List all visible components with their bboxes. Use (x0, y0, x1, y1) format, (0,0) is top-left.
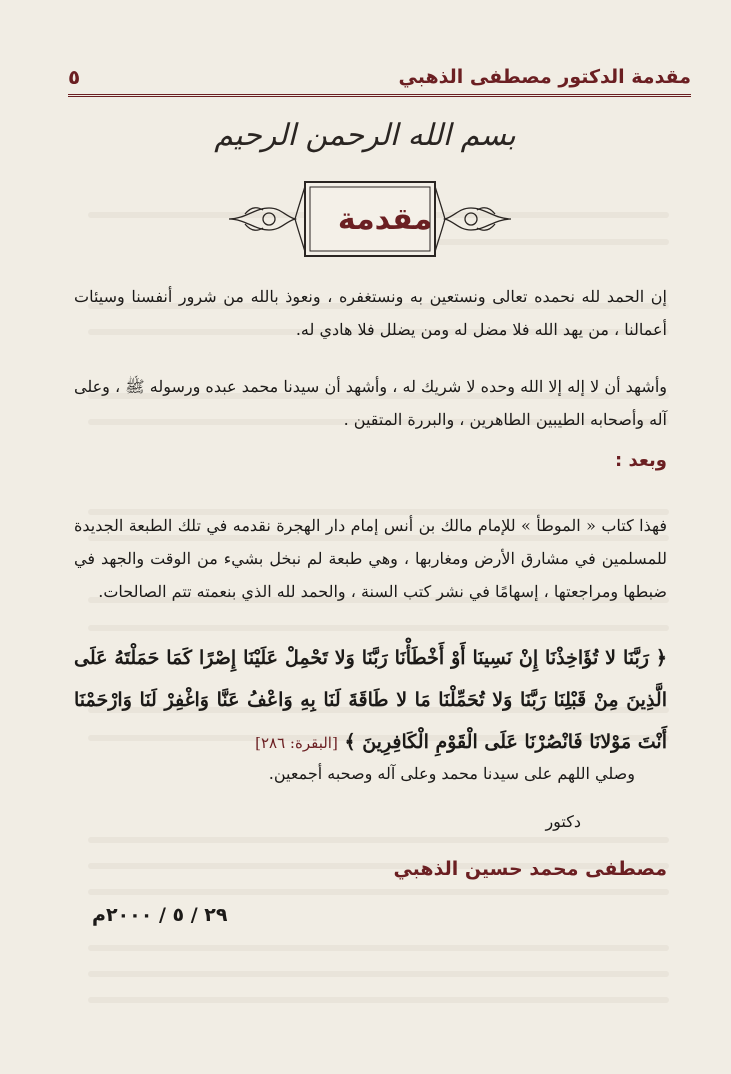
author-name: مصطفى محمد حسين الذهبي (393, 858, 667, 880)
page-title: مقدمة (337, 201, 433, 237)
page-number: ٥ (68, 65, 81, 89)
quran-verse-block (74, 637, 667, 764)
quran-reference: [البقرة: ٢٨٦] (255, 734, 338, 752)
closing-prayer: وصلي اللهم على سيدنا محمد وعلى آله وصحبه أجمعين. (268, 764, 635, 783)
section-heading: وبعد : (615, 450, 667, 471)
basmala-calligraphy: بسم الله الرحمن الرحيم (214, 118, 516, 153)
signature-title: دكتور (545, 812, 581, 831)
intro-paragraph: إن الحمد لله نحمده تعالى ونستعين به ونستغفره ، ونعوذ بالله من شرور أنفسنا وسيئات أعمالنا ، من يهد الله فلا مضل له ومن يضلل فلا هادي له. (74, 287, 667, 339)
signature-date: ٢٩ / ٥ / ٢٠٠٠م (92, 904, 228, 926)
body-paragraph: فهذا كتاب « الموطأ » للإمام مالك بن أنس إمام دار الهجرة نقدمه في تلك الطبعة الجديدة للمسلمين في مشارق الأرض ومغاربها ، وهي طبعة لم نبخل بشيء من الوقت والجهد في ضبطها ومراجعتها ، إسهامًا في نشر كتب السنة ، والحمد لله الذي بنعمته تتم الصالحات. (74, 516, 667, 601)
quran-verse: ﴿ رَبَّنَا لا تُؤَاخِذْنَا إِنْ نَسِينَا أَوْ أَخْطَأْنَا رَبَّنَا وَلا تَحْمِلْ عَلَيْنَا إِصْرًا كَمَا حَمَلْتَهُ عَلَى الَّذِينَ مِنْ قَبْلِنَا رَبَّنَا وَلا تُحَمِّلْنَا مَا لا طَاقَةَ لَنَا بِهِ وَاعْفُ عَنَّا وَاغْفِرْ لَنَا وَارْحَمْنَا أَنْتَ مَوْلانَا فَانْصُرْنَا عَلَى الْقَوْمِ الْكَافِرِينَ ﴾ (74, 647, 667, 753)
running-title: مقدمة الدكتور مصطفى الذهبي (398, 66, 691, 88)
running-header (68, 60, 691, 97)
shahada-paragraph: وأشهد أن لا إله إلا الله وحده لا شريك له ، وأشهد أن سيدنا محمد عبده ورسوله ﷺ ، وعلى آله وأصحابه الطيبين الطاهرين ، والبررة المتقين . (74, 377, 667, 429)
